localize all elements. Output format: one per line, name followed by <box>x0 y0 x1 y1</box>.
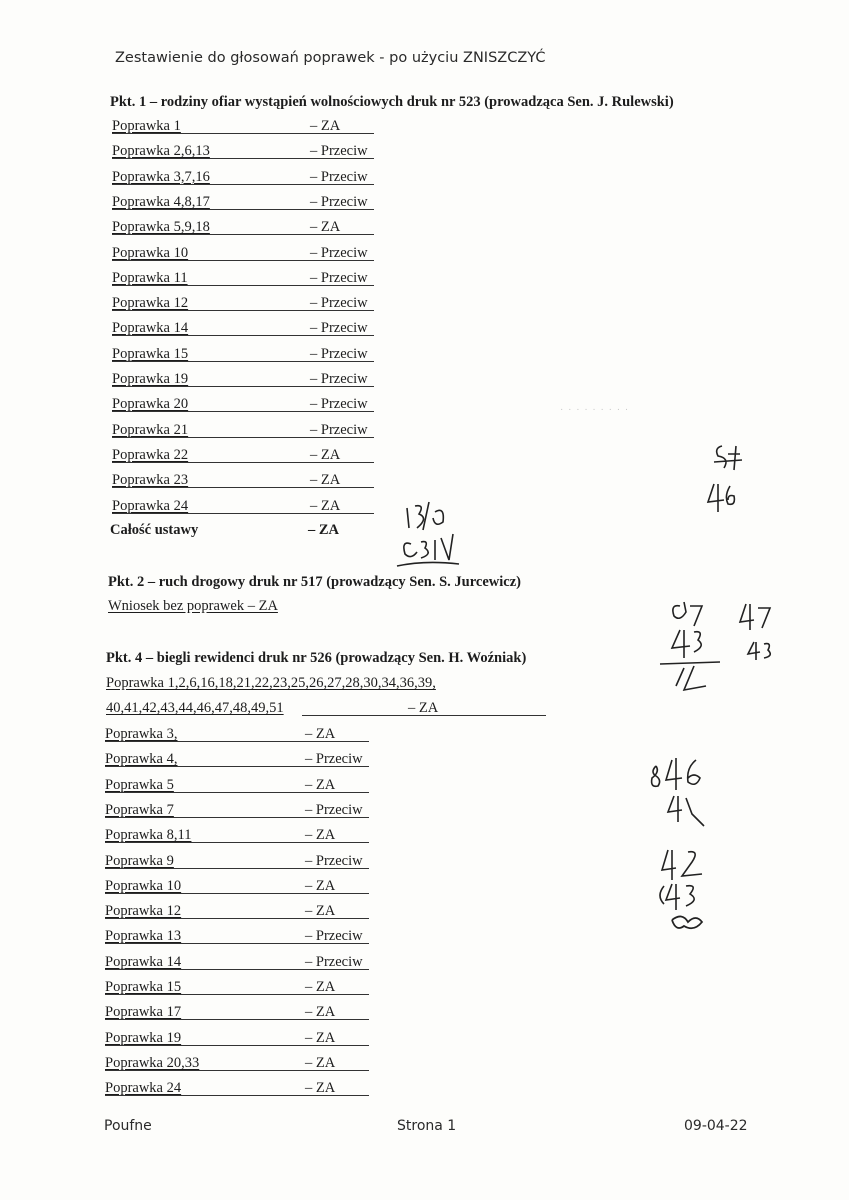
section-1-heading: Pkt. 1 – rodziny ofiar wystąpień wolnościowych druk nr 523 (prowadząca Sen. J. Rulewski) <box>110 94 674 110</box>
amendment-label: Poprawka 15 <box>112 345 189 362</box>
section-3-group-line1: Poprawka 1,2,6,16,18,21,22,23,25,26,27,28,30,34,36,39, <box>106 675 436 691</box>
total-vote: – ZA <box>308 522 340 538</box>
amendment-vote: – ZA <box>305 726 336 742</box>
footer-confidential: Poufne <box>104 1118 152 1134</box>
amendment-vote: – ZA <box>305 1080 336 1097</box>
amendment-vote: – Przeciw <box>305 801 363 818</box>
amendment-vote: – Przeciw <box>310 371 368 387</box>
handwritten-scribble-4 <box>648 752 718 832</box>
amendment-vote: – Przeciw <box>305 953 363 970</box>
handwritten-scribble-2 <box>700 440 760 520</box>
amendment-vote: – ZA <box>310 472 341 489</box>
amendment-label: Poprawka 24 <box>105 1080 182 1097</box>
amendment-vote: – Przeciw <box>310 295 368 312</box>
handwritten-scribble-5 <box>654 840 724 940</box>
amendment-label: Poprawka 10 <box>112 244 189 261</box>
footer-date: 09-04-22 <box>684 1118 748 1134</box>
amendment-label: Poprawka 19 <box>112 371 189 387</box>
amendment-label: Poprawka 12 <box>105 903 182 920</box>
amendment-vote: – ZA <box>305 827 336 844</box>
bleed-through-text: · · · · · · · · · <box>560 404 630 415</box>
amendment-vote: – ZA <box>305 776 336 793</box>
handwritten-scribble-1 <box>395 494 465 574</box>
amendment-vote: – Przeciw <box>305 852 363 869</box>
amendment-label: Poprawka 13 <box>105 928 182 945</box>
amendment-vote: – ZA <box>305 1029 336 1046</box>
footer-page-number: Strona 1 <box>397 1118 457 1134</box>
amendment-label: Poprawka 12 <box>112 295 189 312</box>
amendment-label: Poprawka 14 <box>105 953 182 970</box>
amendment-label: Poprawka 14 <box>112 320 189 337</box>
amendment-label: Poprawka 23 <box>112 472 189 489</box>
amendment-vote: – ZA <box>305 1004 336 1021</box>
amendment-label: Poprawka 19 <box>105 1029 182 1046</box>
amendment-vote: – Przeciw <box>310 320 368 337</box>
amendment-vote: – ZA <box>305 877 336 894</box>
section-2-heading: Pkt. 2 – ruch drogowy druk nr 517 (prowadzący Sen. S. Jurcewicz) <box>108 574 521 590</box>
amendment-vote: – Przeciw <box>310 421 368 438</box>
section-2-motion: Wniosek bez poprawek – ZA <box>108 598 278 614</box>
amendment-label: Poprawka 11 <box>112 269 188 286</box>
amendment-label: Poprawka 24 <box>112 497 189 514</box>
amendment-label: Poprawka 21 <box>112 421 189 438</box>
amendment-label: Poprawka 2,6,13 <box>112 143 210 160</box>
amendment-vote: – ZA <box>305 979 336 995</box>
amendment-vote: – Przeciw <box>310 143 368 160</box>
amendment-vote: – Przeciw <box>310 396 368 413</box>
amendment-label: Poprawka 7 <box>105 801 174 818</box>
amendment-vote: – ZA <box>310 446 341 463</box>
amendment-label: Poprawka 8,11 <box>105 827 192 844</box>
section-3-heading: Pkt. 4 – biegli rewidenci druk nr 526 (prowadzący Sen. H. Woźniak) <box>106 650 527 666</box>
amendment-label: Poprawka 17 <box>105 1004 182 1021</box>
amendment-label: Poprawka 20,33 <box>105 1054 200 1071</box>
group-line2: 40,41,42,43,44,46,47,48,49,51 <box>106 700 284 716</box>
total-label: Całość ustawy <box>110 522 199 538</box>
group-vote: – ZA <box>408 700 439 716</box>
amendment-label: Poprawka 3, <box>105 726 178 742</box>
amendment-vote: – ZA <box>305 903 336 920</box>
amendment-vote: – Przeciw <box>310 168 368 185</box>
amendment-label: Poprawka 4, <box>105 751 178 768</box>
amendment-vote: – Przeciw <box>305 751 363 768</box>
amendment-vote: – ZA <box>310 118 341 134</box>
amendment-label: Poprawka 10 <box>105 877 182 894</box>
amendment-vote: – Przeciw <box>310 345 368 362</box>
amendment-vote: – ZA <box>310 497 341 514</box>
amendment-vote: – Przeciw <box>310 193 368 210</box>
amendment-label: Poprawka 4,8,17 <box>112 193 210 210</box>
amendment-label: Poprawka 3,7,16 <box>112 168 210 185</box>
amendment-label: Poprawka 5 <box>105 776 174 793</box>
amendment-vote: – Przeciw <box>310 244 368 261</box>
amendment-vote: – Przeciw <box>310 269 368 286</box>
amendment-label: Poprawka 1 <box>112 118 181 134</box>
amendment-label: Poprawka 15 <box>105 979 182 995</box>
amendment-vote: – ZA <box>305 1054 336 1071</box>
amendment-label: Poprawka 5,9,18 <box>112 219 210 236</box>
handwritten-scribble-3 <box>650 596 790 696</box>
amendment-label: Poprawka 20 <box>112 396 189 413</box>
amendment-vote: – Przeciw <box>305 928 363 945</box>
amendment-label: Poprawka 9 <box>105 852 174 869</box>
amendment-vote: – ZA <box>310 219 341 236</box>
document-title: Zestawienie do głosowań poprawek - po użyciu ZNISZCZYĆ <box>115 50 546 66</box>
amendment-label: Poprawka 22 <box>112 446 189 463</box>
